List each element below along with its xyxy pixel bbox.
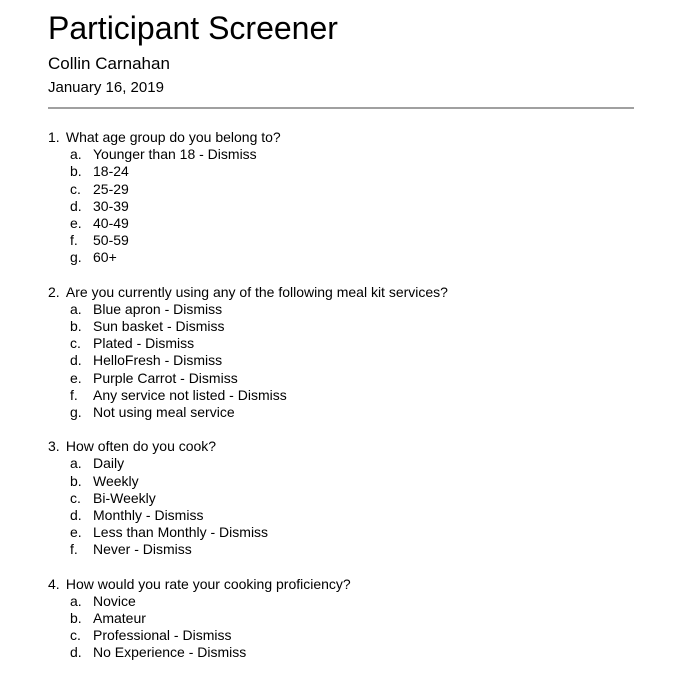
option-letter: e. [70, 369, 82, 386]
option-letter: a. [70, 455, 82, 472]
option-text: Never - Dismiss [93, 541, 192, 558]
option-letter: d. [70, 644, 82, 661]
option-text: 30-39 [93, 197, 129, 214]
answer-options [48, 455, 634, 558]
option-text: 25-29 [93, 180, 129, 197]
answer-option [48, 593, 634, 610]
answer-options [48, 146, 634, 266]
question-1 [48, 129, 634, 267]
question-label: What age group do you belong to? [65, 129, 281, 145]
answer-option [48, 541, 634, 558]
answer-option [48, 387, 634, 404]
question-number: 3. [48, 438, 60, 455]
option-letter: d. [70, 197, 82, 214]
question-label: Are you currently using any of the following meal kit services? [65, 283, 448, 300]
answer-option [48, 370, 634, 387]
question-text [48, 129, 634, 146]
option-letter: a. [70, 592, 82, 609]
option-letter: f. [70, 232, 78, 249]
option-text: HelloFresh - Dismiss [93, 352, 223, 369]
option-text: Monthly - Dismiss [93, 507, 204, 524]
question-label: How often do you cook? [65, 438, 217, 455]
option-letter: f. [70, 541, 78, 558]
answer-option [48, 181, 634, 198]
answer-option [48, 249, 634, 266]
option-letter: e. [70, 215, 82, 232]
option-letter: b. [70, 318, 82, 335]
answer-option [48, 507, 634, 524]
question-number: 2. [48, 283, 60, 300]
answer-options [48, 593, 634, 662]
question-list [48, 129, 634, 662]
option-text: Blue apron - Dismiss [93, 300, 223, 317]
option-text: Bi-Weekly [93, 489, 156, 506]
answer-option [48, 490, 634, 507]
option-letter: a. [70, 300, 82, 317]
question-number: 1. [48, 129, 60, 145]
answer-option [48, 198, 634, 215]
answer-option [48, 627, 634, 644]
option-letter: d. [70, 352, 82, 369]
option-letter: e. [70, 524, 82, 541]
answer-option [48, 335, 634, 352]
answer-option [48, 644, 634, 661]
document-author: Collin Carnahan [48, 54, 170, 73]
answer-option [48, 163, 634, 180]
question-2 [48, 284, 634, 422]
option-text: 40-49 [93, 215, 129, 232]
option-text: Plated - Dismiss [93, 335, 195, 352]
question-3 [48, 438, 634, 558]
question-text [48, 576, 634, 593]
option-letter: c. [70, 335, 81, 352]
answer-option [48, 524, 634, 541]
option-text: No Experience - Dismiss [93, 644, 247, 661]
option-letter: g. [70, 249, 82, 266]
option-text: Less than Monthly - Dismiss [93, 524, 269, 541]
option-text: Weekly [93, 472, 139, 489]
answer-option [48, 146, 634, 163]
option-letter: g. [70, 404, 82, 421]
answer-option [48, 455, 634, 472]
question-text [48, 438, 634, 455]
option-letter: c. [70, 180, 81, 197]
option-text: Any service not listed - Dismiss [93, 386, 287, 403]
option-letter: b. [70, 610, 82, 627]
document-page [48, 0, 634, 679]
answer-options [48, 301, 634, 421]
option-text: 50-59 [93, 232, 129, 249]
option-text: Sun basket - Dismiss [93, 318, 225, 335]
answer-option [48, 301, 634, 318]
option-letter: a. [70, 146, 82, 163]
option-letter: f. [70, 386, 78, 403]
answer-option [48, 215, 634, 232]
option-text: 60+ [93, 249, 117, 266]
answer-option [48, 404, 634, 421]
option-letter: c. [70, 489, 81, 506]
option-text: Amateur [93, 610, 146, 627]
answer-option [48, 352, 634, 369]
option-text: Professional - Dismiss [93, 627, 232, 644]
question-label: How would you rate your cooking proficiency? [65, 575, 351, 592]
option-text: Not using meal service [93, 404, 235, 421]
option-text: Purple Carrot - Dismiss [93, 369, 238, 386]
document-title: Participant Screener [48, 10, 338, 46]
question-4 [48, 576, 634, 662]
option-letter: b. [70, 163, 82, 180]
option-letter: d. [70, 507, 82, 524]
answer-option [48, 232, 634, 249]
question-text [48, 284, 634, 301]
option-text: Younger than 18 - Dismiss [93, 146, 257, 163]
horizontal-divider [48, 107, 634, 109]
document-date: January 16, 2019 [48, 79, 164, 96]
answer-option [48, 473, 634, 490]
option-text: Daily [93, 455, 125, 472]
option-letter: b. [70, 472, 82, 489]
answer-option [48, 318, 634, 335]
question-number: 4. [48, 575, 60, 592]
option-text: Novice [93, 592, 136, 609]
option-letter: c. [70, 627, 81, 644]
option-text: 18-24 [93, 163, 129, 180]
answer-option [48, 610, 634, 627]
